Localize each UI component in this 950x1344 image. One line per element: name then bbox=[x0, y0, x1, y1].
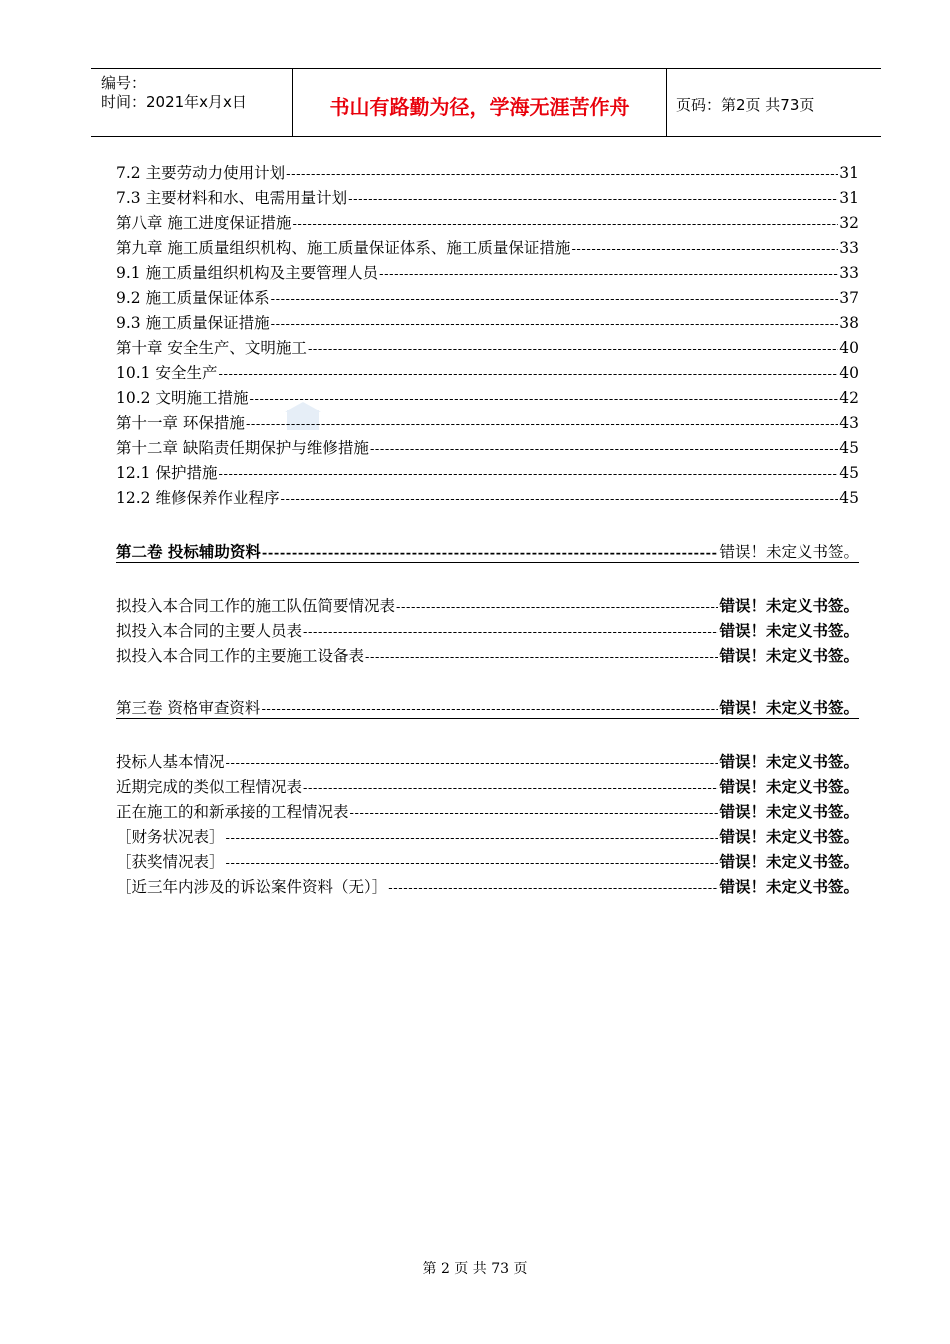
header-meta-cell bbox=[91, 69, 292, 136]
toc-leader bbox=[226, 831, 719, 846]
toc-entry-page: 40 bbox=[839, 339, 859, 357]
toc-entry[interactable] bbox=[116, 186, 859, 208]
toc-leader bbox=[218, 467, 838, 482]
toc-leader bbox=[396, 600, 718, 615]
toc-entry-title: 9.2 施工质量保证体系 bbox=[116, 289, 270, 307]
toc-entry-page: 37 bbox=[839, 289, 859, 307]
toc-leader bbox=[226, 856, 719, 871]
toc-entry[interactable] bbox=[116, 436, 859, 458]
toc-entry-title: 9.1 施工质量组织机构及主要管理人员 bbox=[116, 264, 379, 282]
page-footer: 第 2 页 共 73 页 bbox=[422, 1261, 528, 1277]
toc-entry-page: 43 bbox=[839, 414, 859, 432]
toc-entry-title: 投标人基本情况 bbox=[116, 753, 225, 771]
toc-entry[interactable] bbox=[116, 486, 859, 508]
toc-entry-title: 9.3 施工质量保证措施 bbox=[116, 314, 270, 332]
toc-entry-page: 错误！未定义书签。 bbox=[719, 596, 859, 615]
page-header bbox=[91, 68, 881, 137]
toc-entry[interactable] bbox=[116, 875, 859, 897]
toc-entry-title: 第九章 施工质量组织机构、施工质量保证体系、施工质量保证措施 bbox=[116, 239, 571, 257]
toc-leader bbox=[365, 650, 718, 665]
header-page-info: 页码：第2页 共73页 bbox=[676, 96, 815, 114]
toc-entry[interactable] bbox=[116, 411, 859, 433]
header-motto: 书山有路勤为径，学海无涯苦作舟 bbox=[329, 95, 630, 119]
toc-leader bbox=[571, 242, 838, 257]
toc-leader bbox=[286, 167, 838, 182]
toc-entry[interactable] bbox=[116, 750, 859, 772]
toc-entry-page: 错误！未定义书签。 bbox=[719, 827, 859, 846]
header-page-cell bbox=[666, 69, 881, 136]
toc-entry[interactable] bbox=[116, 261, 859, 283]
toc-leader bbox=[280, 492, 838, 507]
toc-leader bbox=[226, 756, 719, 771]
toc-entry-page: 错误！未定义书签。 bbox=[719, 621, 859, 640]
toc-leader bbox=[246, 417, 838, 432]
toc-entry-title: 7.2 主要劳动力使用计划 bbox=[116, 164, 286, 182]
toc-leader bbox=[271, 317, 839, 332]
toc-entry[interactable] bbox=[116, 619, 859, 641]
toc-entry[interactable] bbox=[116, 594, 859, 616]
toc-leader bbox=[303, 781, 718, 796]
toc-entry-title: 第十二章 缺陷责任期保护与维修措施 bbox=[116, 439, 369, 457]
toc-entry-title: 12.1 保护措施 bbox=[116, 464, 218, 482]
toc-entry-title: ［财务状况表］ bbox=[116, 828, 225, 846]
toc-entry[interactable] bbox=[116, 211, 859, 233]
toc-leader bbox=[350, 806, 719, 821]
toc-entry-page: 错误！未定义书签。 bbox=[719, 777, 859, 796]
toc-leader bbox=[379, 267, 838, 282]
toc-entry[interactable] bbox=[116, 386, 859, 408]
toc-entry-title: 7.3 主要材料和水、电需用量计划 bbox=[116, 189, 348, 207]
toc-leader bbox=[370, 442, 838, 457]
toc-entry[interactable] bbox=[116, 850, 859, 872]
toc-entry-page: 45 bbox=[839, 439, 859, 457]
toc-entry[interactable] bbox=[116, 461, 859, 483]
toc-entry-title: 12.2 维修保养作业程序 bbox=[116, 489, 280, 507]
toc-leader bbox=[249, 392, 838, 407]
toc-entry-title: 10.2 文明施工措施 bbox=[116, 389, 249, 407]
toc-volume-title: 第三卷 资格审查资料 bbox=[116, 699, 261, 717]
toc-volume-heading[interactable] bbox=[116, 540, 859, 563]
toc-entry-title: 正在施工的和新承接的工程情况表 bbox=[116, 803, 349, 821]
toc-entry-page: 33 bbox=[839, 264, 859, 282]
toc-volume-title: 第二卷 投标辅助资料 bbox=[116, 542, 261, 561]
toc-entry[interactable] bbox=[116, 161, 859, 183]
toc-entry[interactable] bbox=[116, 825, 859, 847]
toc-entry-page: 45 bbox=[839, 489, 859, 507]
toc-leader bbox=[218, 367, 838, 382]
toc-entry-page: 错误！未定义书签。 bbox=[719, 852, 859, 871]
toc-leader bbox=[292, 217, 838, 232]
toc-entry[interactable] bbox=[116, 236, 859, 258]
toc-leader bbox=[388, 881, 718, 896]
toc-leader bbox=[303, 625, 718, 640]
toc-entry[interactable] bbox=[116, 800, 859, 822]
toc-leader bbox=[308, 342, 838, 357]
toc-entry-title: 拟投入本合同工作的施工队伍简要情况表 bbox=[116, 597, 396, 615]
document-time-label: 时间：2021年x月x日 bbox=[101, 93, 247, 111]
toc-entry-page: 错误！未定义书签。 bbox=[719, 646, 859, 665]
toc-entry-title: 近期完成的类似工程情况表 bbox=[116, 778, 303, 796]
toc-entry-page: 38 bbox=[839, 314, 859, 332]
toc-leader bbox=[348, 192, 838, 207]
toc-entry-title: 10.1 安全生产 bbox=[116, 364, 218, 382]
toc-entry-page: 32 bbox=[839, 214, 859, 232]
header-motto-cell bbox=[292, 69, 667, 136]
toc-entry-title: 拟投入本合同的主要人员表 bbox=[116, 622, 303, 640]
toc-entry[interactable] bbox=[116, 775, 859, 797]
toc-volume-page: 错误！未定义书签。 bbox=[719, 698, 859, 717]
toc-entry-page: 错误！未定义书签。 bbox=[719, 752, 859, 771]
toc-entry-page: 错误！未定义书签。 bbox=[719, 802, 859, 821]
toc-entry-title: 第十章 安全生产、文明施工 bbox=[116, 339, 307, 357]
toc-entry[interactable] bbox=[116, 336, 859, 358]
toc-entry-title: ［获奖情况表］ bbox=[116, 853, 225, 871]
toc-entry-page: 40 bbox=[839, 364, 859, 382]
toc-entry-title: 拟投入本合同工作的主要施工设备表 bbox=[116, 647, 365, 665]
toc-entry-page: 31 bbox=[839, 164, 859, 182]
toc-leader bbox=[271, 292, 839, 307]
toc-leader bbox=[261, 702, 718, 717]
toc-entry-page: 33 bbox=[839, 239, 859, 257]
toc-entry-page: 错误！未定义书签。 bbox=[719, 877, 859, 896]
toc-entry-title: 第十一章 环保措施 bbox=[116, 414, 245, 432]
toc-entry[interactable] bbox=[116, 311, 859, 333]
toc-entry[interactable] bbox=[116, 361, 859, 383]
toc-entry-page: 42 bbox=[839, 389, 859, 407]
document-number-label: 编号： bbox=[101, 74, 147, 92]
toc-leader bbox=[262, 546, 719, 561]
toc-entry-page: 45 bbox=[839, 464, 859, 482]
toc-entry-page: 31 bbox=[839, 189, 859, 207]
toc-entry-title: 第八章 施工进度保证措施 bbox=[116, 214, 292, 232]
toc-volume-heading[interactable] bbox=[116, 696, 859, 719]
toc-entry-title: ［近三年内涉及的诉讼案件资料（无）］ bbox=[116, 878, 388, 896]
toc-volume-page: 错误！未定义书签。 bbox=[719, 543, 859, 561]
toc-entry[interactable] bbox=[116, 286, 859, 308]
toc-entry[interactable] bbox=[116, 644, 859, 666]
